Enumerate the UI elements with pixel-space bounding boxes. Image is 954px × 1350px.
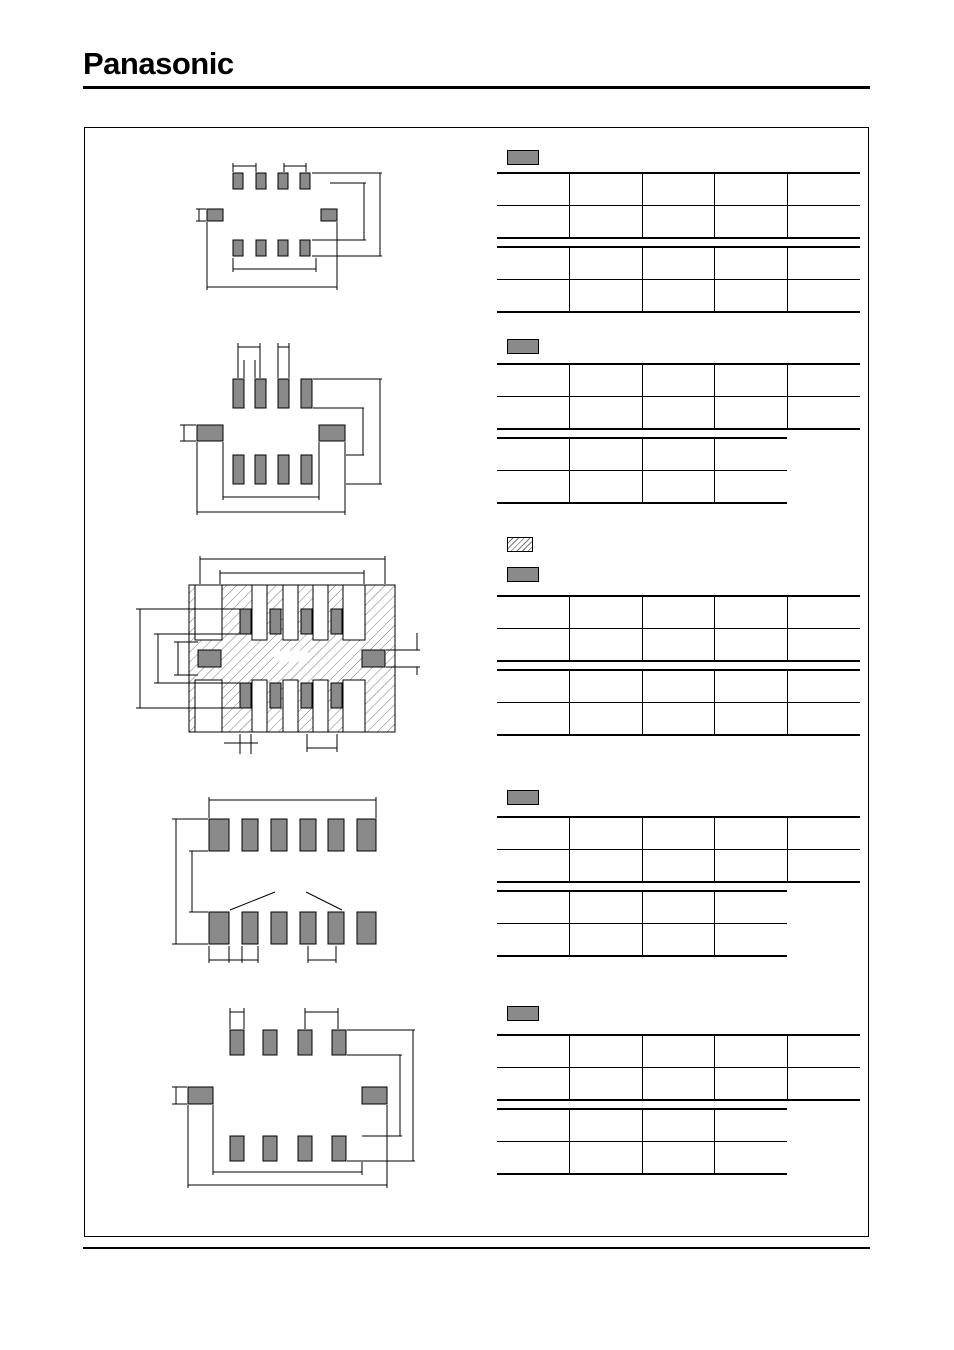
- dimension-table-4b: [497, 890, 787, 957]
- brand-logo: Panasonic: [83, 46, 234, 81]
- pad-swatch: [507, 150, 539, 165]
- pad-swatch: [507, 1006, 539, 1021]
- land-pattern-2: [180, 343, 382, 515]
- dimension-table-4a: [497, 816, 860, 883]
- land-pattern-1: [196, 163, 382, 290]
- dimension-table-1a: [497, 172, 860, 239]
- land-pattern-4: [172, 797, 376, 963]
- dimension-table-2b: [497, 437, 787, 504]
- pad-swatch: [507, 790, 539, 805]
- dimension-table-5a: [497, 1034, 860, 1101]
- land-pattern-5: [172, 1008, 415, 1188]
- pad-swatch: [507, 339, 539, 354]
- dimension-table-1b: [497, 246, 860, 313]
- land-pattern-3: [136, 556, 420, 754]
- hatch-swatch: [507, 537, 533, 552]
- pad-swatch: [507, 567, 539, 582]
- dimension-table-5b: [497, 1108, 787, 1175]
- dimension-table-2a: [497, 363, 860, 430]
- dimension-table-3b: [497, 669, 860, 736]
- dimension-table-3a: [497, 595, 860, 662]
